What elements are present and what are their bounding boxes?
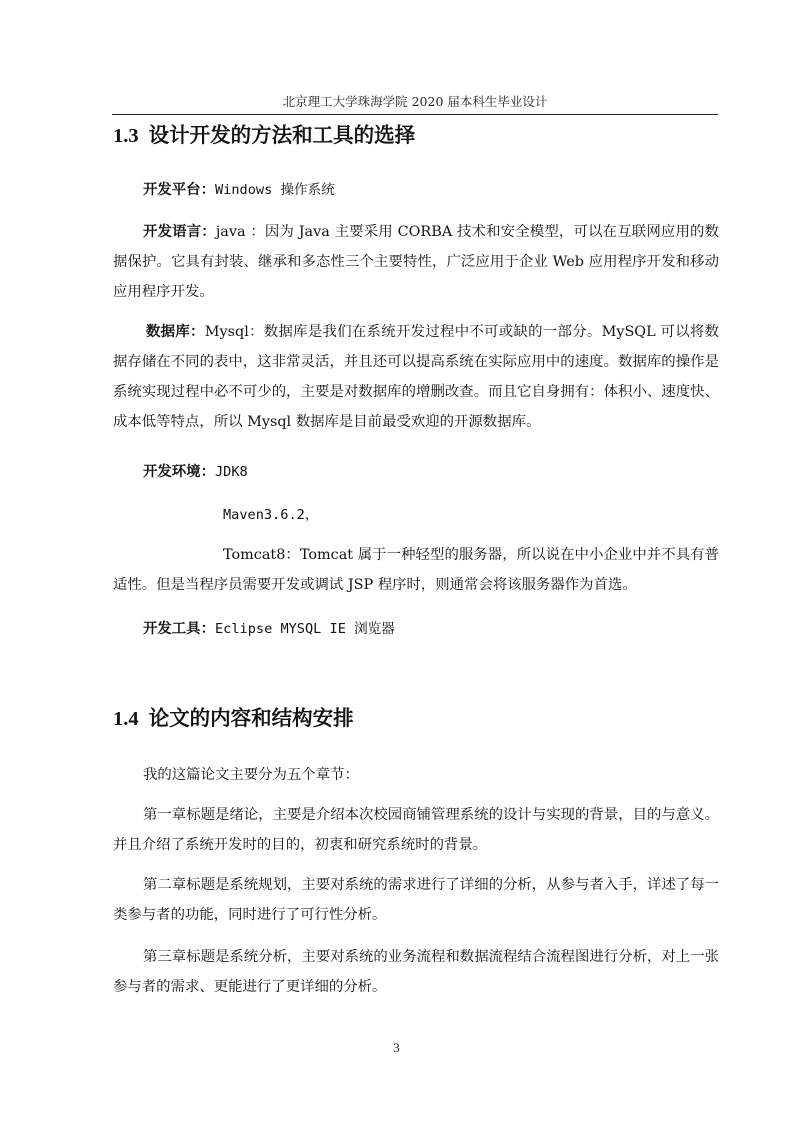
structure-intro-paragraph: 我的这篇论文主要分为五个章节： [143,767,359,783]
database-label: 数据库： [146,323,205,340]
language-paragraph [113,217,719,307]
environment-label: 开发环境： [143,463,215,480]
environment-maven-paragraph [113,500,719,530]
environment-tomcat: Tomcat8：Tomcat 属于一种轻型的服务器，所以说在中小企业中并不具有普适性。但是当程序员需要开发或调试 JSP 程序时，则通常会将该服务器作为首选。 [113,547,719,593]
environment-maven: Maven3.6.2， [223,507,319,523]
section-heading-1-4 [113,705,354,732]
chapter-three-paragraph: 第三章标题是系统分析，主要对系统的业务流程和数据流程结合流程图进行分析，对上一张参与者的需求、更能进行了更详细的分析。 [113,949,719,995]
tools-value: Eclipse MYSQL IE 浏览器 [214,621,395,637]
platform-paragraph [113,175,719,205]
page-number: 3 [393,1040,400,1055]
database-description: Mysql：数据库是我们在系统开发过程中不可或缺的一部分。MySQL 可以将数据存储在不同的表中，这非常灵活，并且还可以提高系统在实际应用中的速度。数据库的操作是系统实现过程中必不可少的，主要是对数据库的增删改查。而且它自身拥有：体积小、速度快、成本低等特点，所以 Mysql 数据库是目前最受欢迎的开源数据库。 [113,324,719,430]
page-header: 北京理工大学珠海学院 2020 届本科生毕业设计 [112,94,718,115]
environment-tomcat-paragraph [113,540,719,600]
tools-label: 开发工具： [143,620,215,637]
section-title: 设计开发的方法和工具的选择 [148,123,416,147]
tools-paragraph [113,614,719,644]
platform-label: 开发平台： [143,181,215,198]
environment-jdk: JDK8 [214,464,248,480]
section-title: 论文的内容和结构安排 [148,706,354,730]
section-number: 1.4 [113,708,139,730]
section-number: 1.3 [113,125,139,147]
database-paragraph [113,317,719,437]
chapter-two-paragraph: 第二章标题是系统规划，主要对系统的需求进行了详细的分析，从参与者入手，详述了每一类参与者的功能，同时进行了可行性分析。 [113,877,719,923]
language-description: java ：因为 Java 主要采用 CORBA 技术和安全模型，可以在互联网应用的数据保护。它具有封装、继承和多态性三个主要特性，广泛应用于企业 Web 应用程序开发和移动应用程序开发。 [113,224,719,300]
section-heading-1-3 [113,122,415,149]
platform-value: Windows 操作系统 [214,182,335,198]
environment-paragraph [113,457,719,487]
chapter-one-paragraph: 第一章标题是绪论，主要是介绍本次校园商铺管理系统的设计与实现的背景，目的与意义。并且介绍了系统开发时的目的，初衷和研究系统时的背景。 [113,807,719,853]
language-label: 开发语言： [143,223,216,240]
